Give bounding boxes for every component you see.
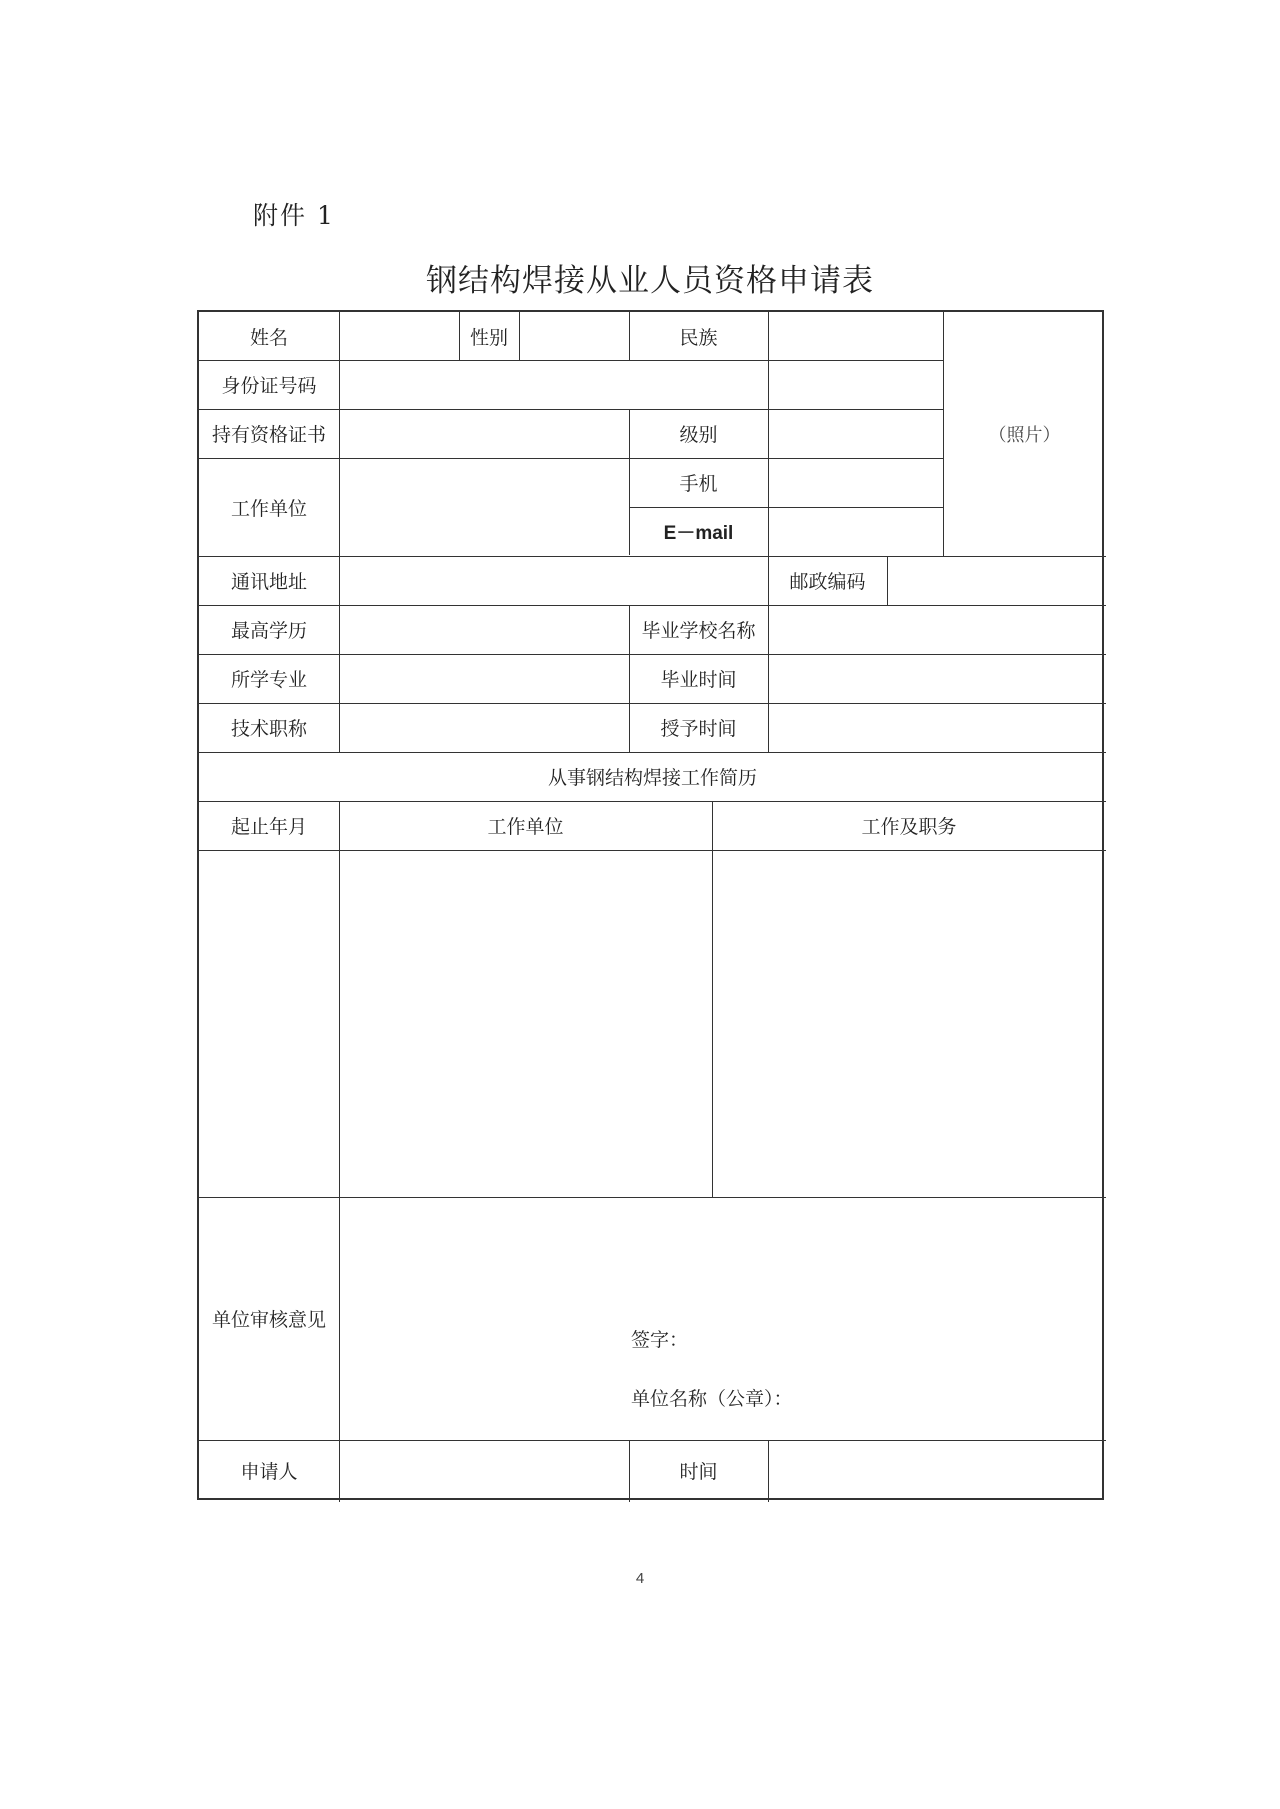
grant-date-label: 授予时间 bbox=[660, 718, 737, 740]
page-number: 4 bbox=[635, 1570, 645, 1587]
applicant-label: 申请人 bbox=[240, 1460, 298, 1483]
id-number-field[interactable] bbox=[339, 360, 943, 409]
level-label: 级别 bbox=[679, 424, 718, 446]
history-employer-field[interactable] bbox=[339, 850, 712, 1197]
applicant-field[interactable] bbox=[339, 1440, 629, 1500]
form-title: 钢结构焊接从业人员资格申请表 bbox=[426, 263, 874, 299]
history-heading: 从事钢结构焊接工作简历 bbox=[547, 767, 757, 789]
attachment-label: 附件 1 bbox=[253, 201, 335, 230]
name-field[interactable] bbox=[339, 312, 459, 360]
name-label: 姓名 bbox=[249, 326, 288, 349]
major-label: 所学专业 bbox=[230, 669, 307, 691]
postcode-label: 邮政编码 bbox=[789, 571, 866, 593]
mobile-field[interactable] bbox=[768, 458, 943, 507]
history-col-position: 工作及职务 bbox=[861, 816, 957, 838]
employer-label: 工作单位 bbox=[230, 497, 307, 520]
education-label: 最高学历 bbox=[230, 620, 307, 642]
level-field[interactable] bbox=[768, 409, 943, 458]
postcode-field[interactable] bbox=[887, 556, 1106, 605]
certificate-field[interactable] bbox=[339, 409, 629, 458]
major-field[interactable] bbox=[339, 654, 629, 703]
address-label: 通讯地址 bbox=[230, 571, 307, 593]
employer-field[interactable] bbox=[339, 458, 629, 556]
id-number-label: 身份证号码 bbox=[221, 375, 317, 397]
gender-label: 性别 bbox=[469, 326, 508, 349]
org-seal-label: 单位名称（公章）： bbox=[631, 1388, 793, 1410]
address-field[interactable] bbox=[339, 556, 768, 605]
gender-field[interactable] bbox=[519, 312, 629, 360]
history-period-field[interactable] bbox=[199, 850, 339, 1197]
email-field[interactable] bbox=[768, 507, 943, 556]
ethnicity-label: 民族 bbox=[679, 326, 718, 349]
school-field[interactable] bbox=[768, 605, 1106, 654]
graduation-label: 毕业时间 bbox=[660, 669, 737, 691]
signature-label: 签字： bbox=[631, 1329, 689, 1351]
date-label: 时间 bbox=[679, 1460, 718, 1483]
history-col-employer: 工作单位 bbox=[487, 816, 564, 838]
history-col-period: 起止年月 bbox=[230, 816, 307, 838]
photo-area[interactable]: （照片） bbox=[988, 425, 1061, 446]
application-form bbox=[197, 310, 1104, 1500]
mobile-label: 手机 bbox=[679, 473, 718, 495]
date-field[interactable] bbox=[768, 1440, 1106, 1500]
tech-title-label: 技术职称 bbox=[230, 718, 307, 740]
history-position-field[interactable] bbox=[712, 850, 1106, 1197]
ethnicity-field[interactable] bbox=[768, 312, 943, 360]
certificate-label: 持有资格证书 bbox=[211, 424, 326, 446]
tech-title-field[interactable] bbox=[339, 703, 629, 752]
school-label: 毕业学校名称 bbox=[641, 620, 756, 642]
grant-date-field[interactable] bbox=[768, 703, 1106, 752]
education-field[interactable] bbox=[339, 605, 629, 654]
graduation-field[interactable] bbox=[768, 654, 1106, 703]
review-label: 单位审核意见 bbox=[211, 1309, 326, 1331]
email-label: E－mail bbox=[663, 523, 734, 544]
